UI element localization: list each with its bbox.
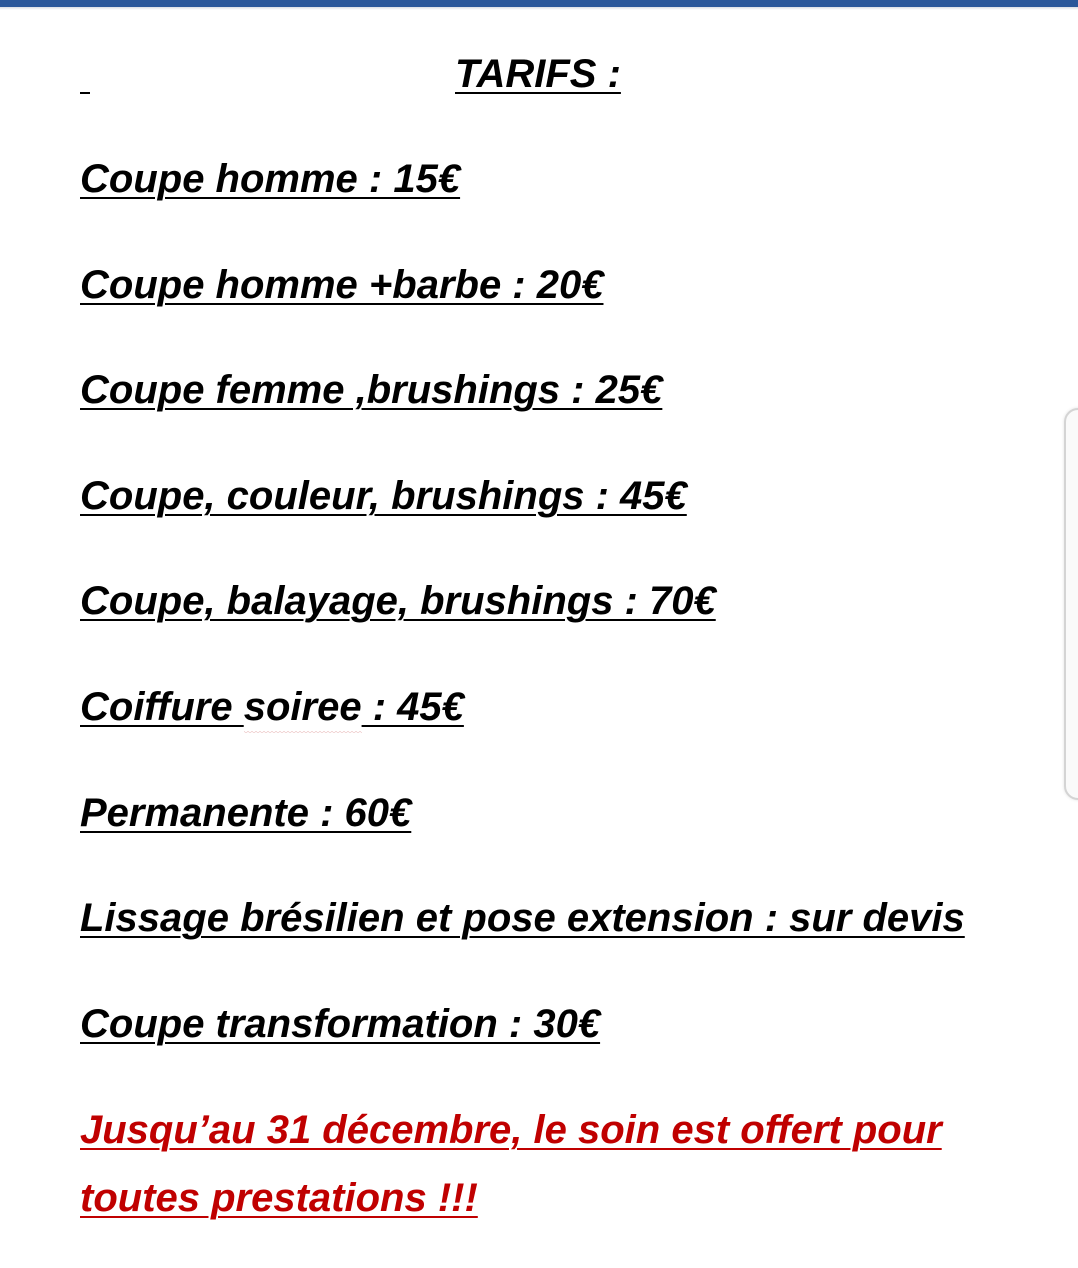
price-line-coupe-balayage: Coupe, balayage, brushings : 70€ <box>80 579 716 623</box>
page-title: TARIFS : <box>455 52 621 96</box>
promo-text: Jusqu’au 31 décembre, le soin est offert pour toutes prestations !!! <box>80 1108 942 1220</box>
price-line-coupe-couleur: Coupe, couleur, brushings : 45€ <box>80 474 687 518</box>
price-line-coupe-transformation: Coupe transformation : 30€ <box>80 1002 601 1046</box>
price-line-permanente: Permanente : 60€ <box>80 791 412 835</box>
price-line-lissage: Lissage brésilien et pose extension : sur devis <box>80 896 965 940</box>
price-line-coupe-femme: Coupe femme ,brushings : 25€ <box>80 368 663 412</box>
empty-underlined-mark <box>80 92 90 94</box>
price-line-coiffure-soiree <box>80 683 464 731</box>
price-line-coupe-homme-barbe: Coupe homme +barbe : 20€ <box>80 263 604 307</box>
spellcheck-flagged-word: soiree <box>243 685 362 729</box>
price-line-coupe-homme: Coupe homme : 15€ <box>80 157 461 201</box>
soiree-price: : 45€ <box>361 685 464 729</box>
soiree-label-start: Coiffure <box>80 685 244 729</box>
scrollbar-handle[interactable] <box>1064 408 1078 800</box>
